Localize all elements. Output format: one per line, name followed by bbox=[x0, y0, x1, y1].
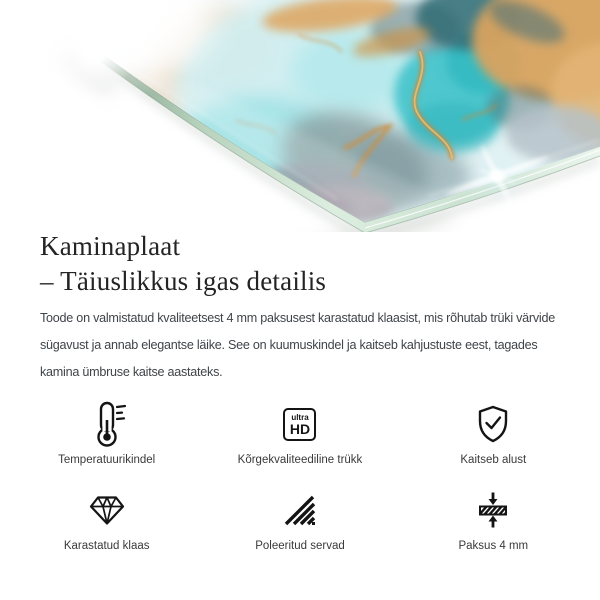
feature-ultra-hd-print bbox=[203, 398, 396, 481]
features-grid bbox=[10, 398, 590, 567]
description-line: Toode on valmistatud kvaliteetsest 4 mm paksusest karastatud klaasist, mis rõhutab trüki värvide bbox=[40, 311, 555, 325]
polished-edges-icon bbox=[282, 484, 318, 536]
feature-label: Karastatud klaas bbox=[63, 540, 150, 552]
feature-label: Temperatuurikindel bbox=[58, 454, 156, 466]
feature-protects-base bbox=[397, 398, 590, 481]
product-image bbox=[0, 0, 600, 232]
page-title-line2: – Täiuslikkus igas detailis bbox=[40, 266, 327, 296]
description-line: sügavust ja annab elegantse läike. See on kuumuskindel ja kaitseb kahjustuste eest, tagades bbox=[40, 338, 538, 352]
ultra-hd-icon-text-top: ultra bbox=[291, 412, 309, 422]
diamond-icon bbox=[87, 484, 127, 536]
thickness-icon bbox=[475, 484, 511, 536]
corner-haze-2 bbox=[53, 8, 137, 92]
description-line: kamina ümbruse kaitse aastateks. bbox=[40, 365, 223, 379]
shield-check-icon bbox=[474, 398, 512, 450]
ultra-hd-icon bbox=[283, 398, 316, 450]
feature-polished-edges bbox=[203, 484, 396, 567]
feature-label: Kaitseb alust bbox=[460, 454, 527, 466]
feature-label: Kõrgekvaliteediline trükk bbox=[237, 454, 363, 466]
feature-tempered-glass bbox=[10, 484, 203, 567]
feature-temperature-resistant bbox=[10, 398, 203, 481]
product-description bbox=[40, 305, 555, 386]
feature-label: Poleeritud servad bbox=[255, 540, 345, 552]
glass-panel-art bbox=[0, 0, 600, 232]
page-title-line1: Kaminaplaat bbox=[40, 231, 181, 261]
feature-label: Paksus 4 mm bbox=[458, 540, 529, 552]
page-title bbox=[40, 229, 326, 299]
feature-thickness-4mm bbox=[397, 484, 590, 567]
thermometer-icon bbox=[87, 398, 127, 450]
ultra-hd-icon-text-bottom: HD bbox=[289, 420, 311, 437]
